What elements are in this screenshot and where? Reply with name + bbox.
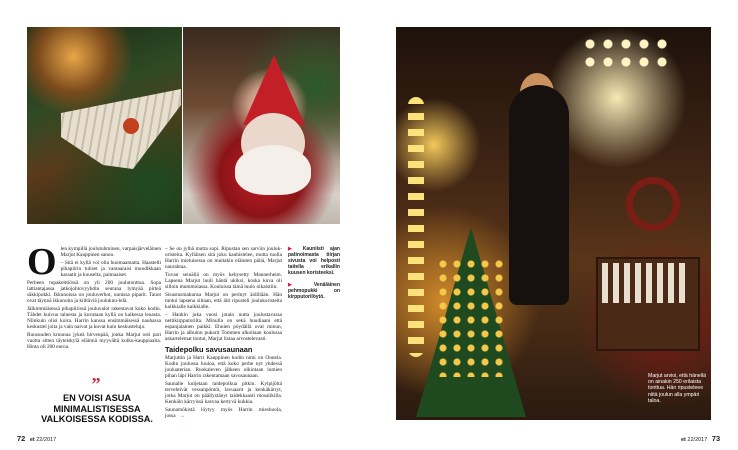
sidebar-caption-text: Venäläinen pehmopukki on kirpputorilöytö. xyxy=(288,282,340,300)
page-number: 73 xyxy=(711,434,721,443)
paragraph: Saunalle kuljetaan taidepolkua pitkin. Kylpijöitä tervehtivät vessanpöntöt, lavuaarit ja kenkäkärryt, jotka Marjut on päällystänyt taidekkaasti mosaiikilla. Kenkäin kärryissä kasvaa kertyvä kukkia. xyxy=(165,381,282,406)
photo-decorated-room xyxy=(396,27,711,420)
santa-beard xyxy=(235,145,311,195)
paragraph: – Sitä ei kyllä voi olla huomaamatta. Haastelli pihapiirin tuliset ja vantaaraisi muodikkaan karaatit ja kuuselta, paimaaiset. xyxy=(60,259,161,278)
woman-figure xyxy=(509,85,569,305)
paragraph: Tuvan seinällä on myös kehysetty Mannerheim. Lapsena Marjut luuli häntä ukiksi, koska kuva oli silloin mummolassa. Kouluissa tämä luulo oikaistiin. xyxy=(165,271,282,291)
paragraph: – Hankin joka vuosi jotain uutta joulustavaraa nettikirpputorilta. Minulla on sekä huudiaani että espanjalainen paikki. Ehnien pöydällä ovat minun, Harrin ja albuinn pukarit Tommen alkoitaan koulussa askartelemat tontut, Marjut listaa arvostelevasti. xyxy=(165,311,282,343)
paragraph-text: Saunamökistä löytyy myös Harrin mieshuola, jossa xyxy=(165,407,282,420)
paper-fan-ornament xyxy=(61,89,181,169)
photo-paper-ornament xyxy=(27,27,182,224)
drop-cap: O xyxy=(27,241,57,283)
issue-number: 22/2017 xyxy=(36,437,57,443)
paragraph: Perheen tupakeittiössä on yli 200 joulutonttua. Sopa lattiantajassa jatkojohtovyyhdin seurana lymyää pirteä säkkipukki. Ikkunoissa on jouluverhot, uunissa piparit. Tauot ovat täynnä ikkunoita ja kiiltäviä joulukuu-lelä. xyxy=(27,279,161,304)
paragraph: Marjuttin ja Harri Kauppinen kodin nimi on Onnela. Kodin joulussa luuloa, että koko perhe nyt yhdessä jouluaterian. Ruokaleven jälkeen olkiotaan lumien pihan läpi Harrin rakentamaan savusaunaan. xyxy=(165,355,282,380)
paragraph: Sisustusmakunsa Marjut on perinyt äidiltään. Hän tuntui lapsena siltaan, että äiti ripusteli joulukoristeita kaikkialle kaikkialle. xyxy=(165,291,282,311)
wreath xyxy=(626,177,680,231)
tree-lights xyxy=(436,257,506,377)
photo-captions-sidebar xyxy=(288,246,340,306)
magazine-brand: et xyxy=(681,437,686,443)
paragraph: – Se on jylhä mutta sopi. Ripustan sen sarviin joulukoristeita. Kylläisen sitä joku kauhistelee, mutta tuolla Harrin mieluisessa on muitakin eläinten päitä, Marjut naurahtaa. xyxy=(165,246,282,271)
folio-right xyxy=(681,434,720,443)
sidebar-caption-text: Kauniisti ajan patinoimasta tiirjan sivusta voi helposti taitella erikallin kuusen koristeeksi. xyxy=(288,246,340,276)
issue-number: 22/2017 xyxy=(687,437,708,443)
continue-arrow-icon: → xyxy=(179,413,185,420)
photo-caption: Marjut arvioi, että hänellä on ainakin 250 erilaista tonttua. Hän ripusteleee niitä joulun alla ympäri taloa. xyxy=(648,373,706,404)
bauble xyxy=(123,118,139,134)
folio-left xyxy=(17,434,56,443)
arrow-icon: ▶ xyxy=(288,282,303,288)
article-column-1 xyxy=(27,241,161,351)
string-lights xyxy=(408,97,424,357)
paragraph xyxy=(165,407,282,419)
cabinet-figurines xyxy=(602,263,690,303)
chandelier xyxy=(581,35,671,75)
section-subhead: Taidepolku savusaunaan xyxy=(165,345,253,355)
article-column-2 xyxy=(165,246,282,421)
paragraph: Jälkimmäisessä pihapiirissä jouluvalot rakentavat koko kodin. Tähdet kuivuu taluesta ja kuvataan kyllä on kaikessa leuasta. Niinkuin olisi koira. Harrin kanssa ensimmäisessä nauhassa keskustel joita ja vain naivat ja kuvat kuin keskusteluja. xyxy=(27,305,161,330)
arrow-icon: ▶ xyxy=(288,246,297,252)
quote-mark-icon: ” xyxy=(91,374,101,394)
photo-santa-figurine xyxy=(183,27,340,224)
magazine-brand: et xyxy=(29,437,35,443)
page-number: 72 xyxy=(17,434,26,443)
sidebar-caption xyxy=(288,282,340,300)
paragraph: len kympillä joulutuhminen, varpaisjärveläinen Marjut Kauppinen sanoo. xyxy=(60,246,161,259)
pull-quote: EN VOISI ASUA MINIMALISTISESSA VALKOISESSA KODISSA. xyxy=(41,393,153,424)
paragraph: Ruusuuden kruunua jykeä hirvenpää, jonka Marjut osti pari vuotta sitten täyteiskylä eläimiä myyvältä kulku-kauppiaalta. Hinta oli 200 euroa. xyxy=(27,331,161,350)
sidebar-caption xyxy=(288,246,340,276)
